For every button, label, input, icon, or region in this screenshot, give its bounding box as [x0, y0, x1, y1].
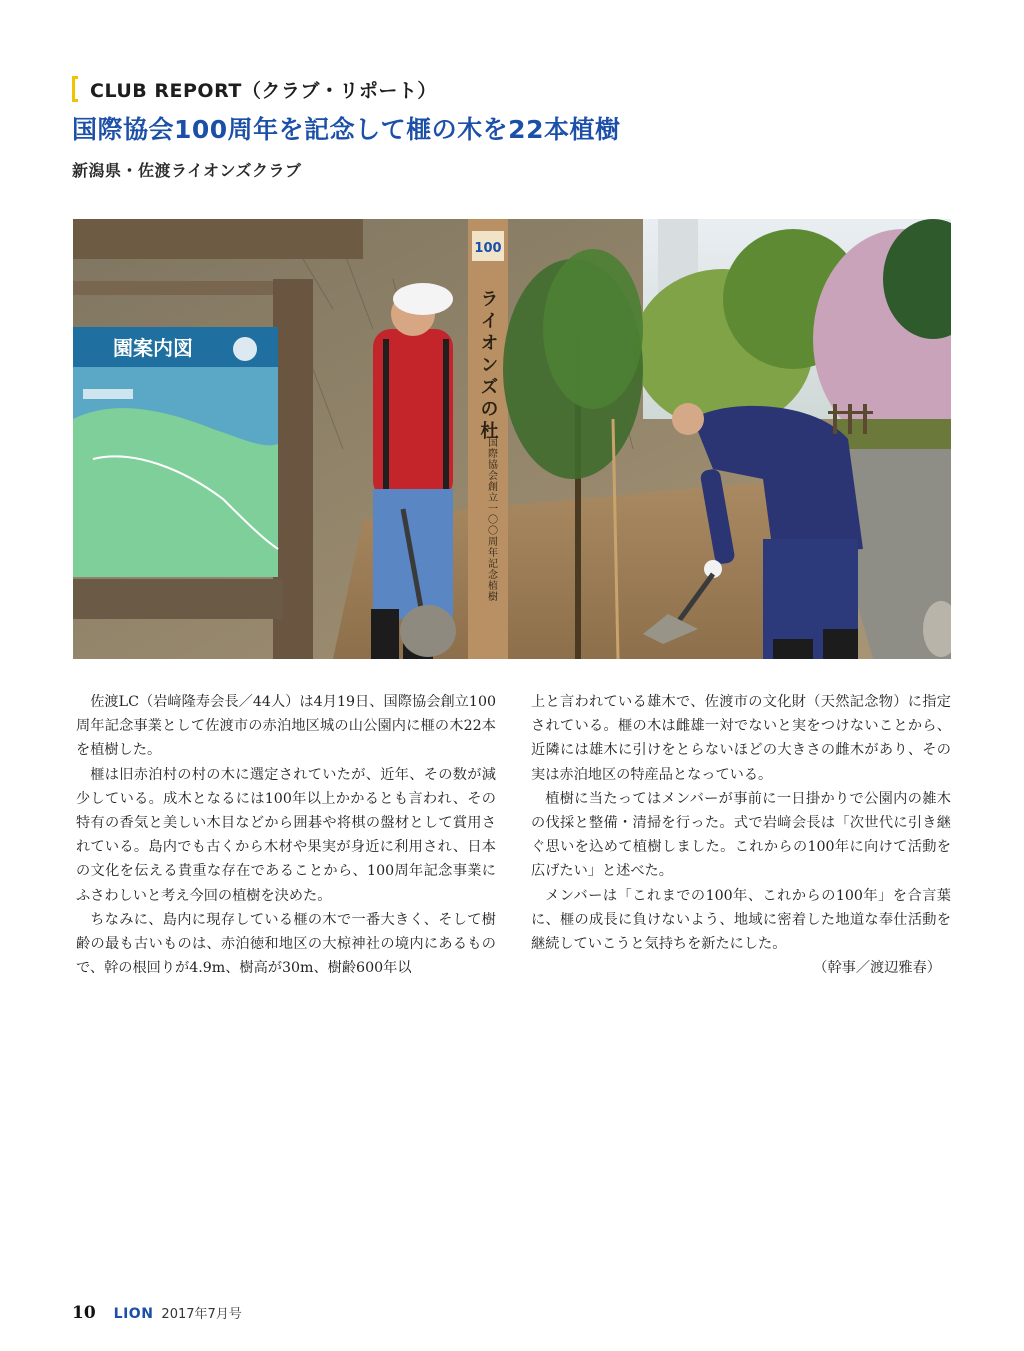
post-logo: 100 [474, 241, 502, 256]
section-bracket [72, 76, 78, 102]
article-paragraph: ちなみに、島内に現存している榧の木で一番大きく、そして樹齢の最も古いものは、赤泊徳和地区の大椋神社の境内にあるもので、幹の根回りが4.9m、樹高が30m、樹齢600年以 [76, 911, 496, 977]
article-column-right [531, 690, 951, 980]
article-paragraph: 榧は旧赤泊村の村の木に選定されていたが、近年、その数が減少している。成木となるには100年以上かかるとも言われ、その特有の香気と美しい木目などから囲碁や将棋の盤材として賞用されている。島内でも古くから木材や果実が身近に利用され、日本の文化を伝える貴重な存在であることから、100周年記念事業にふさわしいと考え今回の植樹を決めた。 [76, 766, 496, 904]
page-footer [72, 1303, 242, 1323]
article-paragraph: 佐渡LC（岩﨑隆寿会長／44人）は4月19日、国際協会創立100周年記念事業として佐渡市の赤泊地区城の山公園内に榧の木22本を植樹した。 [76, 694, 496, 759]
article-paragraph: 上と言われている雄木で、佐渡市の文化財（天然記念物）に指定されている。榧の木は雌雄一対でないと実をつけないことから、近隣には雄木に引けをとらないほどの大きさの雌木があり、その実は赤泊地区の特産品となっている。 [531, 694, 951, 783]
issue-date: 2017年7月号 [161, 1307, 242, 1322]
section-tag [72, 74, 437, 104]
post-title: ライオンズの杜 [477, 289, 499, 443]
article-column-left [76, 690, 496, 980]
article-photo [73, 219, 951, 659]
map-title: 園案内図 [113, 336, 193, 360]
article-headline: 国際協会100周年を記念して榧の木を22本植樹 [72, 115, 621, 144]
post-subtitle: 国際協会創立一〇〇周年記念植樹 [485, 437, 497, 602]
article-paragraph: 植樹に当たってはメンバーが事前に一日掛かりで公園内の雑木の伐採と整備・清掃を行った。式で岩﨑会長は「次世代に引き継ぐ思いを込めて植樹しました。これからの100年に向けて活動を広げたい」と述べた。 [531, 790, 951, 880]
page-number: 10 [72, 1303, 96, 1323]
article-signature: （幹事／渡辺雅春） [813, 960, 941, 977]
club-name: 新潟県・佐渡ライオンズクラブ [72, 161, 302, 180]
magazine-name: LION [113, 1306, 154, 1322]
section-label: CLUB REPORT（クラブ・リポート） [90, 79, 437, 102]
article-paragraph: メンバーは「これまでの100年、これからの100年」を合言葉に、榧の成長に負けないよう、地域に密着した地道な奉仕活動を継続していこうと気持ちを新たにした。 [531, 887, 951, 953]
photo-illustration [73, 219, 951, 659]
